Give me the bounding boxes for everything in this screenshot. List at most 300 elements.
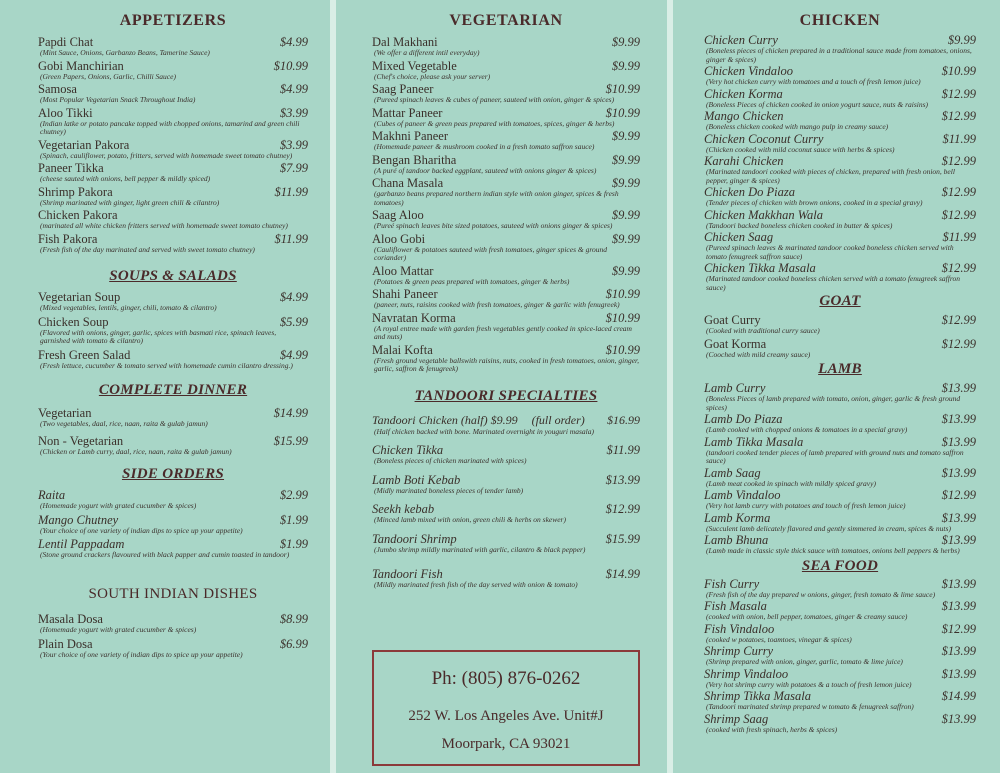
menu-item-row (372, 312, 640, 325)
item-description: (Jumbo shrimp mildly marinated with garlic, cilantro & black pepper) (374, 544, 586, 554)
chicken-section (704, 12, 976, 292)
item-price: $10.99 (941, 64, 976, 78)
item-name: Chana Masala (372, 176, 444, 190)
menu-item (38, 209, 308, 231)
menu-item (372, 107, 640, 129)
item-price: $1.99 (279, 537, 308, 551)
item-price: $1.99 (279, 512, 308, 527)
item-price: $12.99 (941, 488, 976, 502)
menu-item (704, 110, 976, 132)
item-name: Lamb Curry (704, 381, 766, 395)
item-name: Goat Korma (704, 336, 767, 351)
item-description: (cooked w potatoes, toamtoes, vinegar & spices) (706, 634, 852, 644)
item-price: $11.99 (274, 231, 308, 246)
item-description: (Cauliflower & potatoes sauteed with fresh tomatoes, ginger spices & ground coriander) (374, 244, 607, 262)
menu-item (704, 186, 976, 208)
item-name: Mango Chutney (38, 512, 119, 527)
item-description: (garbanzo beans prepared northern indian style with onion ginger, spices & fresh tomatoes) (374, 189, 619, 207)
item-description: (Cubes of paneer & green peas prepared with tomatoes, spices, ginger & herbs) (374, 118, 615, 128)
complete-dinner-section (38, 382, 308, 456)
section-heading: SIDE ORDERS (121, 466, 225, 482)
item-price: $4.99 (279, 35, 308, 49)
item-name: Chicken Vindaloo (704, 64, 793, 78)
item-name: Lamb Saag (704, 465, 761, 480)
item-price: $8.99 (279, 611, 308, 626)
item-description: (cheese sauted with onions, bell pepper & mildly spiced) (40, 174, 211, 183)
item-description: (Very hot lamb curry with potatoes and touch of fresh lemon juice) (706, 501, 906, 510)
item-name: Fish Pakora (38, 231, 98, 246)
section-heading: SOUTH INDIAN DISHES (88, 585, 258, 602)
menu-item-row (38, 349, 308, 362)
item-name: Chicken Tikka Masala (704, 261, 816, 275)
item-description: (Lamb cooked with chopped onions & tomatoes in a special gravy) (706, 425, 908, 434)
item-price: $7.99 (279, 161, 308, 175)
menu-item (372, 265, 640, 287)
menu-item (372, 154, 640, 176)
item-description: (cooked with fresh spinach, herbs & spices) (706, 724, 838, 734)
appetizers-section (38, 12, 308, 254)
menu-item (704, 155, 976, 185)
item-name: Chicken Makkhan Wala (704, 207, 823, 222)
menu-item-row (38, 139, 308, 152)
item-description: (Fresh fish of the day marinated and served with sweet tomato chutney) (40, 244, 255, 254)
menu-item (372, 36, 640, 58)
item-name: Tandoori Shrimp (372, 531, 457, 546)
item-description: (A royal entree made with garden fresh vegetables gently cooked in spice-laced cream and nuts) (374, 323, 632, 341)
menu-item-row (38, 435, 308, 448)
item-description: (Lamb made in classic style thick sauce with tomatoes, onions bell peppers & herbs) (706, 546, 960, 555)
menu-item (38, 233, 308, 255)
item-description: (Chef's choice, please ask your server) (374, 71, 491, 81)
item-price: $9.99 (611, 176, 640, 190)
half-price: $9.99 (490, 412, 518, 427)
goat-section (704, 293, 976, 359)
menu-item (372, 344, 640, 374)
item-price: $12.99 (941, 313, 976, 327)
menu-item (704, 512, 976, 534)
vegetarian-section (372, 12, 640, 374)
item-price: $13.99 (605, 472, 640, 487)
menu-item (38, 514, 308, 536)
item-description: (Stone ground crackers flavoured with black papper and cumin toasted in tandoor) (40, 550, 290, 559)
item-name: Mango Chicken (704, 109, 784, 123)
menu-item (704, 382, 976, 412)
item-name: Fish Curry (704, 576, 760, 591)
menu-item (704, 314, 976, 336)
menu-item (372, 533, 640, 555)
menu-item (372, 444, 640, 466)
item-description: (Fresh ground vegetable ballswith raisins, nuts, cooked in fresh tomatoes, onion, ginger, garlic, saffron & fenugreek) (374, 355, 639, 373)
item-description: (Potatoes & green peas prepared with tomatoes, ginger & herbs) (374, 276, 570, 286)
street-address: 252 W. Los Angeles Ave. Unit#J (408, 708, 604, 724)
menu-item (372, 503, 640, 525)
item-description: (Two vegetables, daal, rice, naan, raita & gulab jamun) (40, 419, 208, 428)
item-description: (Homemade paneer & mushroom cooked in a fresh tomato saffron sauce) (374, 142, 595, 151)
menu-item-row (38, 613, 308, 626)
full-label: (full order) (531, 412, 585, 427)
item-price: $9.99 (611, 263, 640, 278)
item-name: Chicken Coconut Curry (704, 131, 824, 146)
item-price: $12.99 (941, 621, 976, 636)
item-price: $10.99 (605, 82, 640, 96)
section-heading: SEA FOOD (801, 557, 879, 574)
left-column (38, 12, 308, 664)
section-heading: LAMB (818, 361, 862, 377)
item-name: Mixed Vegetable (372, 58, 457, 73)
menu-item (372, 60, 640, 82)
menu-item (704, 413, 976, 435)
menu-item (38, 60, 308, 82)
item-description: (Boneless pieces of chicken prepared in a traditional sauce made from tomatoes, onions, ginger & spices) (706, 46, 972, 64)
soups-section (38, 268, 308, 370)
side-orders-section (38, 466, 308, 560)
menu-item (704, 209, 976, 231)
middle-column (372, 12, 640, 598)
item-description: (Boneless pieces of chicken marinated with spices) (374, 456, 527, 465)
item-description: (Chicken cooked with mild coconut sauce with herbs & spices) (706, 144, 895, 154)
menu-item (372, 177, 640, 207)
menu-item (372, 413, 640, 437)
item-price: $10.99 (273, 58, 308, 73)
menu-item-row (372, 533, 640, 546)
item-price: $9.99 (611, 208, 640, 222)
menu-item (704, 645, 976, 667)
item-description: (Pureé spinach leaves bite sized potatoes, sauteed with onions ginger & spices) (374, 221, 613, 230)
menu-item (372, 209, 640, 231)
item-name: Tandoori Fish (372, 567, 443, 581)
menu-item (38, 186, 308, 208)
menu-item (372, 312, 640, 342)
item-price: $12.99 (941, 185, 976, 199)
section-heading: APPETIZERS (119, 12, 227, 29)
item-description: (Homemade yogurt with grated cucumber & spices) (40, 624, 197, 634)
item-price: $11.99 (942, 131, 976, 146)
menu-item (38, 107, 308, 137)
menu-item (704, 65, 976, 87)
tandoori-section (372, 388, 640, 590)
item-price: $4.99 (279, 82, 308, 96)
item-price: $13.99 (941, 711, 976, 726)
item-name: Shrimp Curry (704, 644, 774, 658)
item-name: Vegetarian Soup (38, 290, 121, 304)
item-price: $9.99 (611, 58, 640, 73)
menu-item (38, 489, 308, 511)
menu-item (704, 623, 976, 645)
item-description: (paneer, nuts, raisins cooked with fresh tomatoes, ginger & garlic with fenugreek) (374, 300, 620, 309)
item-description: (tandoori cooked tender pieces of lamb prepared with ground nuts and tomato saffron sauce) (706, 447, 964, 465)
item-price: $10.99 (605, 310, 640, 325)
item-description: (Half chicken backed with bone. Marinated overnight in youguri masala) (374, 426, 594, 436)
item-description: (Boneless chicken cooked with mango pulp in creamy sauce) (706, 122, 889, 131)
item-name: Seekh kebab (372, 502, 435, 516)
item-price: $9.99 (611, 231, 640, 246)
menu-item (704, 489, 976, 511)
menu-item-row (38, 107, 308, 120)
city-address: Moorpark, CA 93021 (441, 736, 571, 752)
menu-item (704, 436, 976, 466)
item-price: $13.99 (941, 599, 976, 613)
menu-item (38, 139, 308, 161)
item-description: (Fresh lettuce, cucumber & tomato served with homemade cumin cilantro dressing.) (40, 360, 293, 370)
item-price: $12.99 (941, 109, 976, 123)
item-name: Chicken Tikka (372, 443, 444, 457)
menu-item-row (372, 474, 640, 487)
menu-item-row (372, 233, 640, 246)
item-description: (Mixed vegetables, lentils, ginger, chili, tomato & cilantro) (40, 303, 217, 312)
menu-item (704, 600, 976, 622)
menu-item (38, 613, 308, 635)
item-description: (Tandoori backed boneless chicken cooked in butter & spices) (706, 220, 893, 230)
menu-item (372, 130, 640, 152)
item-description: (A puré of tandoor backed eggplant, sauteed with onions ginger & spices) (374, 165, 597, 175)
item-description: (Mint Sauce, Onions, Garbanzo Beans, Tamerine Sauce) (40, 48, 210, 57)
item-description: (Boneless Pieces of lamb prepared with tomato, onion, ginger, garlic & fresh ground spices) (706, 394, 961, 412)
item-name: Chicken Pakora (38, 208, 118, 222)
item-description: (Marinated tandoori cooked with pieces of chicken, prepared with fresh onion, bell pepper, ginger & spices) (706, 167, 955, 185)
item-name: Karahi Chicken (704, 154, 784, 168)
menu-item-row (704, 668, 976, 681)
menu-item (704, 133, 976, 155)
item-name: Fish Masala (704, 599, 767, 613)
item-price: $3.99 (279, 105, 308, 120)
item-price: $2.99 (279, 488, 308, 502)
item-name: Raita (38, 488, 66, 502)
item-price: $12.99 (941, 207, 976, 222)
item-description: (Your choice of one variety of indian dips to spice up your appetite) (40, 650, 243, 659)
full-price: $16.99 (607, 412, 640, 427)
menu-item-row (704, 209, 976, 222)
item-name: Shrimp Tikka Masala (704, 689, 811, 703)
item-price: $13.99 (941, 412, 976, 426)
item-price: $4.99 (279, 290, 308, 304)
item-price: $13.99 (941, 465, 976, 480)
item-price: $9.99 (611, 129, 640, 143)
menu-item (704, 34, 976, 64)
item-price: $13.99 (941, 666, 976, 681)
menu-item-row (372, 265, 640, 278)
item-name: Vegetarian Pakora (38, 137, 130, 152)
menu-item (704, 262, 976, 292)
item-price: $13.99 (941, 644, 976, 658)
menu-item (38, 36, 308, 58)
item-name: Malai Kofta (372, 342, 433, 357)
item-price: $13.99 (941, 381, 976, 395)
item-description: (Minced lamb mixed with onion, green chili & herbs on skewer) (374, 515, 566, 524)
item-price: $15.99 (273, 433, 308, 448)
menu-item (372, 288, 640, 310)
menu-item (704, 668, 976, 690)
menu-item-row (704, 88, 976, 101)
item-name: Bengan Bharitha (372, 152, 457, 167)
item-description: (Green Papers, Onions, Garlic, Chilli Sauce) (40, 71, 176, 81)
menu-item-row (38, 233, 308, 246)
item-description: (Midly marinated boneless pieces of tender lamb) (374, 485, 524, 495)
item-name: Fresh Green Salad (38, 347, 131, 362)
menu-item (372, 233, 640, 263)
item-description: (Tender pieces of chicken with brown onions, cooked in a special gravy) (706, 198, 923, 207)
item-name: Chicken Curry (704, 33, 778, 47)
section-heading: COMPLETE DINNER (98, 382, 248, 398)
item-name: Shrimp Pakora (38, 184, 113, 199)
section-heading: VEGETARIAN (449, 12, 563, 29)
menu-item (38, 638, 308, 660)
item-name: Shrimp Saag (704, 711, 769, 726)
section-heading: SOUPS & SALADS (109, 268, 237, 284)
item-description: (Flavored with onions, ginger, garlic, spices with basmati rice, spinach leaves, garnished with tomato & cilantro) (40, 327, 277, 345)
item-price: $14.99 (273, 406, 308, 420)
menu-item (704, 578, 976, 600)
lamb-section (704, 361, 976, 556)
menu-item (704, 690, 976, 712)
item-description: (Boneless Pieces of chicken cooked in onion yogurt sauce, nuts & raisins) (706, 99, 929, 109)
phone-number: Ph: (805) 876-0262 (431, 668, 581, 689)
menu-item (372, 474, 640, 496)
item-price: $12.99 (941, 261, 976, 275)
menu-item-row (372, 154, 640, 167)
item-price: $9.99 (611, 152, 640, 167)
item-price: $12.99 (605, 502, 640, 516)
item-name: Fish Vindaloo (704, 621, 775, 636)
menu-item (38, 435, 308, 457)
menu-item (704, 231, 976, 261)
item-price: $12.99 (941, 336, 976, 351)
menu-item (38, 349, 308, 371)
item-description: (We offer a different intil everyday) (374, 48, 480, 57)
item-name: Navratan Korma (372, 310, 456, 325)
item-name: Dal Makhani (372, 35, 438, 49)
item-price: $10.99 (605, 342, 640, 357)
item-name: Non - Vegetarian (38, 433, 124, 448)
section-heading: GOAT (819, 293, 861, 309)
item-name: Lamb Do Piaza (704, 412, 783, 426)
item-price: $11.99 (942, 230, 976, 244)
item-name: Saag Aloo (372, 208, 424, 222)
menu-item (704, 88, 976, 110)
item-name: Chicken Soup (38, 314, 109, 329)
item-name: Lamb Korma (704, 510, 771, 525)
menu-item-row (704, 578, 976, 591)
item-description: (Shrimp marinated with ginger, light green chili & cilantro) (40, 197, 220, 207)
menu-item (372, 568, 640, 590)
item-name: Vegetarian (38, 406, 92, 420)
item-name: Lamb Bhuna (704, 533, 769, 547)
item-description: (cooked with onion, bell pepper, tomatoes, ginger & creamy sauce) (706, 612, 908, 621)
menu-item (38, 407, 308, 429)
item-name: Goat Curry (704, 313, 761, 327)
item-price: $5.99 (279, 314, 308, 329)
menu-item-row (704, 713, 976, 726)
tandoori-chicken-row (372, 413, 640, 428)
item-name: Plain Dosa (38, 637, 93, 651)
item-name: Shrimp Vindaloo (704, 666, 789, 681)
item-description: (Most Popular Vegetarian Snack Throughout India) (40, 95, 196, 104)
menu-item-row (38, 316, 308, 329)
item-price: $3.99 (279, 137, 308, 152)
item-description: (Cooched with mild creamy sauce) (706, 349, 811, 359)
item-name: Lentil Pappadam (38, 537, 125, 551)
item-name: Chicken Korma (704, 86, 783, 101)
item-price: $13.99 (941, 576, 976, 591)
item-name: Samosa (38, 82, 77, 96)
menu-item (704, 338, 976, 360)
item-description: (Chicken or Lamb curry, daal, rice, naan, raita & gulab jamun) (40, 446, 232, 456)
item-price: $15.99 (605, 531, 640, 546)
item-price: $13.99 (941, 510, 976, 525)
item-description: (Very hot shrimp curry with potatoes & a touch of fresh lemon juice) (706, 679, 912, 689)
item-description: (Pureed spinach leaves & marinated tandoor cooked boneless chicken served with tomato fenugreek saffron sauce) (706, 243, 954, 261)
item-price: $12.99 (941, 154, 976, 168)
menu-item-row (372, 344, 640, 357)
menu-item-row (704, 338, 976, 351)
item-price: $9.99 (611, 35, 640, 49)
item-price: $6.99 (279, 637, 308, 651)
seafood-section (704, 558, 976, 735)
menu-item-row (38, 186, 308, 199)
section-heading: TANDOORI SPECIALTIES (414, 387, 598, 404)
menu-item-row (704, 133, 976, 146)
item-price: $14.99 (941, 689, 976, 703)
item-price: $10.99 (605, 287, 640, 301)
menu-item-row (38, 514, 308, 527)
item-price: $9.99 (947, 33, 976, 47)
item-price: $14.99 (605, 567, 640, 581)
item-description: (Very hot chicken curry with tomatoes and a touch of fresh lemon juice) (706, 77, 921, 86)
menu-item (704, 467, 976, 489)
menu-item-row (704, 467, 976, 480)
item-description: (Cooked with traditional curry sauce) (706, 326, 820, 335)
south-indian-section (38, 586, 308, 660)
item-description: (marinated all white chicken fritters served with homemade sweet tomato chutney) (40, 221, 288, 230)
item-price: $11.99 (274, 184, 308, 199)
menu-item (38, 316, 308, 346)
item-description: (Shrimp prepared with onion, ginger, garlic, tomato & lime juice) (706, 657, 903, 666)
item-description: (Marinated tandoor cooked boneless chicken served with a tomato fenugreek saffron sauce) (706, 274, 960, 292)
item-name: Saag Paneer (372, 82, 434, 96)
item-name: Lamb Tikka Masala (704, 434, 804, 449)
item-description: (Your choice of one variety of indian dips to spice up your appetite) (40, 525, 243, 535)
item-price: $11.99 (606, 443, 640, 457)
item-description: (Mildly marinated fresh fish of the day served with onion & tomato) (374, 580, 578, 589)
menu-item (704, 534, 976, 556)
item-name: Makhni Paneer (372, 129, 449, 143)
menu-item-row (704, 436, 976, 449)
section-heading: CHICKEN (799, 12, 881, 29)
menu-item (38, 83, 308, 105)
item-name: Gobi Manchirian (38, 58, 124, 73)
item-name: Lamb Boti Kebab (372, 472, 461, 487)
menu-item-row (372, 107, 640, 120)
item-name: Aloo Mattar (372, 263, 434, 278)
menu-item-row (704, 623, 976, 636)
item-price: $13.99 (941, 434, 976, 449)
item-price: $12.99 (941, 86, 976, 101)
right-column (704, 12, 976, 735)
item-description: (Pureed spinach leaves & cubes of paneer, sauteed with onion, ginger & spices) (374, 95, 615, 104)
half-label: (half) (460, 412, 488, 427)
item-description: (Indian latke or potato pancake topped with chopped onions, tamarind and green chili chutney) (40, 118, 300, 136)
item-name: Masala Dosa (38, 611, 103, 626)
item-name: Paneer Tikka (38, 161, 104, 175)
menu-item-row (38, 60, 308, 73)
item-name: Shahi Paneer (372, 287, 438, 301)
item-price: $13.99 (941, 533, 976, 547)
menu-item (38, 538, 308, 560)
item-name: Chicken Saag (704, 230, 774, 244)
item-description: (Fresh fish of the day prepared w onions, ginger, fresh tomato & lime sauce) (706, 589, 936, 599)
item-description: (Succulent lamb delicately flavored and gently simmered in cream, spices & nuts) (706, 523, 951, 533)
item-price: $10.99 (605, 105, 640, 120)
item-name-text: Tandoori Chicken (372, 412, 458, 427)
